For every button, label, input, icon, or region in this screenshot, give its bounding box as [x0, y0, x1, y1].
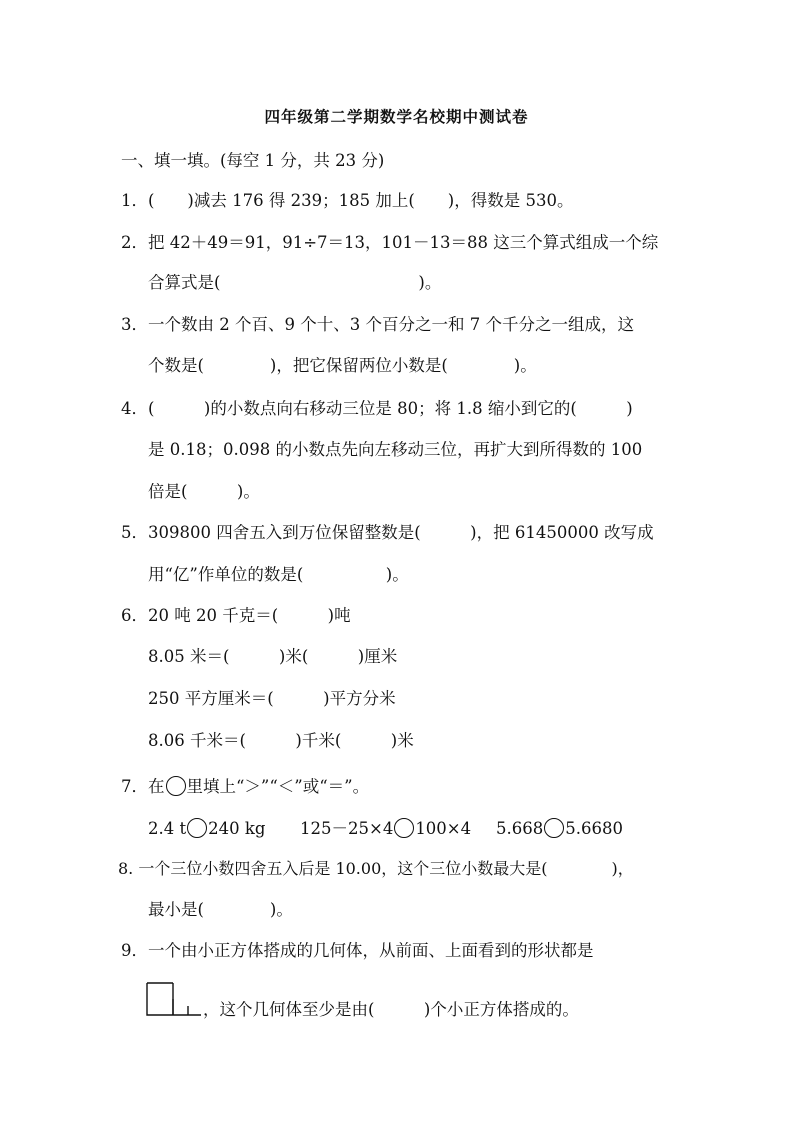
question-2-line-2: 合算式是( )。 [148, 273, 442, 292]
question-6-line-4: 8.06 千米＝( )千米( )米 [148, 731, 414, 750]
compare-expression-2 [300, 818, 471, 840]
question-9-line-2: ，这个几何体至少是由( )个小正方体搭成的。 [203, 1000, 579, 1019]
question-8-line-1: 8. 一个三位小数四舍五入后是 10.00，这个三位小数最大是( )， [118, 859, 634, 878]
compare-circle-1[interactable] [187, 818, 207, 838]
compare-circle-3[interactable] [544, 818, 564, 838]
question-6-line-3: 250 平方厘米＝( )平方分米 [148, 689, 396, 708]
question-4-line-2: 是 0.18；0.098 的小数点先向左移动三位，再扩大到所得数的 100 [148, 440, 643, 459]
expr2-left: 125－25×4 [300, 819, 394, 838]
question-6-line-1: 6．20 吨 20 千克＝( )吨 [121, 606, 351, 625]
expr3-left: 5.668 [496, 819, 544, 838]
page-title: 四年级第二学期数学名校期中测试卷 [264, 108, 529, 126]
question-9-line-1: 9．一个由小正方体搭成的几何体，从前面、上面看到的形状都是 [121, 941, 594, 960]
question-2-line-1: 2．把 42＋49＝91，91÷7＝13，101－13＝88 这三个算式组成一个综 [121, 233, 659, 252]
expr1-left: 2.4 t [148, 819, 187, 838]
question-1: 1．( )减去 176 得 239；185 加上( )，得数是 530。 [121, 191, 574, 210]
question-5-line-1: 5．309800 四舍五入到万位保留整数是( )，把 61450000 改写成 [121, 523, 654, 542]
compare-circle-2[interactable] [394, 818, 414, 838]
question-3-line-2: 个数是( )，把它保留两位小数是( )。 [148, 356, 537, 375]
compare-expression-3 [496, 818, 623, 840]
expr1-right: 240 kg [208, 819, 266, 838]
answer-circle-icon [166, 776, 186, 796]
question-8-line-2: 最小是( )。 [148, 900, 293, 919]
question-3-line-1: 3．一个数由 2 个百、9 个十、3 个百分之一和 7 个千分之一组成，这 [121, 315, 634, 334]
expr3-right: 5.6680 [565, 819, 623, 838]
q7-suffix: 里填上“＞”“＜”或“＝”。 [186, 777, 370, 796]
question-4-line-1: 4．( )的小数点向右移动三位是 80；将 1.8 缩小到它的( ) [121, 399, 633, 418]
question-5-line-2: 用“亿”作单位的数是( )。 [148, 565, 409, 584]
l-shape-figure-icon [146, 982, 202, 1016]
question-6-line-2: 8.05 米＝( )米( )厘米 [148, 647, 398, 666]
section-heading: 一、填一填。(每空 1 分，共 23 分) [121, 151, 385, 170]
q7-prefix: 7．在 [121, 777, 165, 796]
question-7-line-1 [121, 776, 369, 798]
expr2-right: 100×4 [415, 819, 472, 838]
question-4-line-3: 倍是( )。 [148, 482, 260, 501]
compare-expression-1 [148, 818, 265, 840]
